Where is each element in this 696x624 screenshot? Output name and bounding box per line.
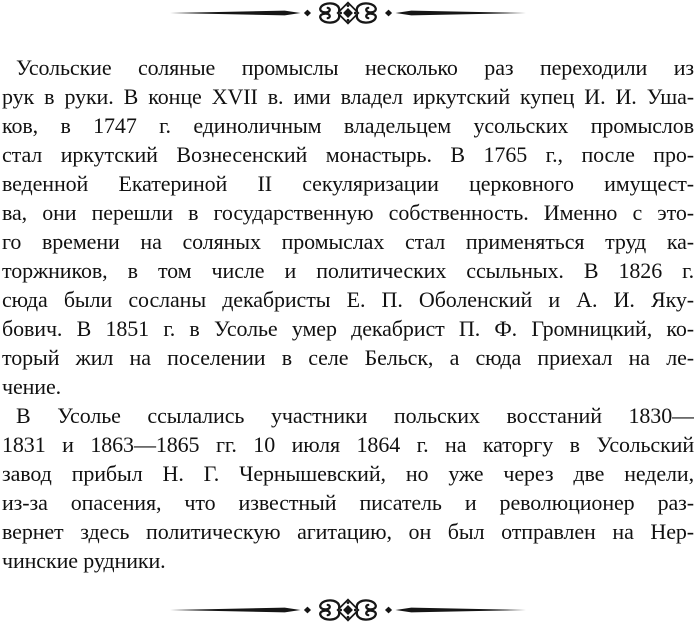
diamond-bullet-left: [304, 607, 311, 614]
diamond-bullet-right: [385, 607, 392, 614]
text-line: веденной Екатериной II секуляризации церковного имущест-: [2, 171, 694, 196]
text-line: торжников, в том числе и политических ссыльных. В 1826 г.: [2, 258, 694, 283]
text-line: ков, в 1747 г. единоличным владельцем усольских промыслов: [2, 113, 694, 138]
tapered-rule-left: [170, 608, 301, 613]
diamond-bullet-left: [304, 10, 311, 17]
scroll-flourish-right: [357, 3, 376, 22]
paragraph: [2, 401, 694, 575]
tapered-rule-left: [170, 11, 301, 16]
text-block: [2, 53, 694, 575]
text-line: рук в руки. В конце XVII в. ими владел иркутский купец И. И. Уша-: [2, 84, 694, 109]
fleuron-divider-icon: [170, 597, 526, 623]
tapered-rule-right: [395, 11, 526, 16]
scroll-flourish-right: [357, 600, 376, 619]
text-line: 1831 и 1863—1865 гг. 10 июля 1864 г. на каторгу в Усольский: [2, 432, 694, 457]
scroll-flourish-left: [320, 600, 339, 619]
text-line: из-за опасения, что известный писатель и революционер раз-: [2, 490, 694, 515]
text-line: вернет здесь политическую агитацию, он был отправлен на Нер-: [2, 519, 694, 544]
text-line: стал иркутский Вознесенский монастырь. В 1765 г., после про-: [2, 142, 694, 167]
text-line: сюда были сосланы декабристы Е. П. Оболенский и А. И. Яку-: [2, 287, 694, 312]
diamond-rosette-icon: [338, 3, 359, 24]
scroll-flourish-left: [320, 3, 339, 22]
text-line: ва, они перешли в государственную собственность. Именно с это-: [2, 200, 694, 225]
diamond-rosette-icon: [338, 600, 359, 621]
diamond-bullet-right: [385, 10, 392, 17]
tapered-rule-right: [395, 608, 526, 613]
text-line: бович. В 1851 г. в Усолье умер декабрист П. Ф. Громницкий, ко-: [2, 316, 694, 341]
text-line: завод прибыл Н. Г. Чернышевский, но уже через две недели,: [2, 461, 694, 486]
fleuron-divider-icon: [170, 0, 526, 26]
text-line: го времени на соляных промыслах стал применяться труд ка-: [2, 229, 694, 254]
text-line: В Усолье ссылались участники польских восстаний 1830—: [16, 403, 694, 428]
text-line: Усольские соляные промыслы несколько раз переходили из: [16, 55, 694, 80]
text-line: торый жил на поселении в селе Бельск, а сюда приехал на ле-: [2, 345, 694, 370]
text-line: чение.: [2, 374, 62, 399]
text-line: чинские рудники.: [2, 548, 166, 573]
paragraph: [2, 53, 694, 401]
